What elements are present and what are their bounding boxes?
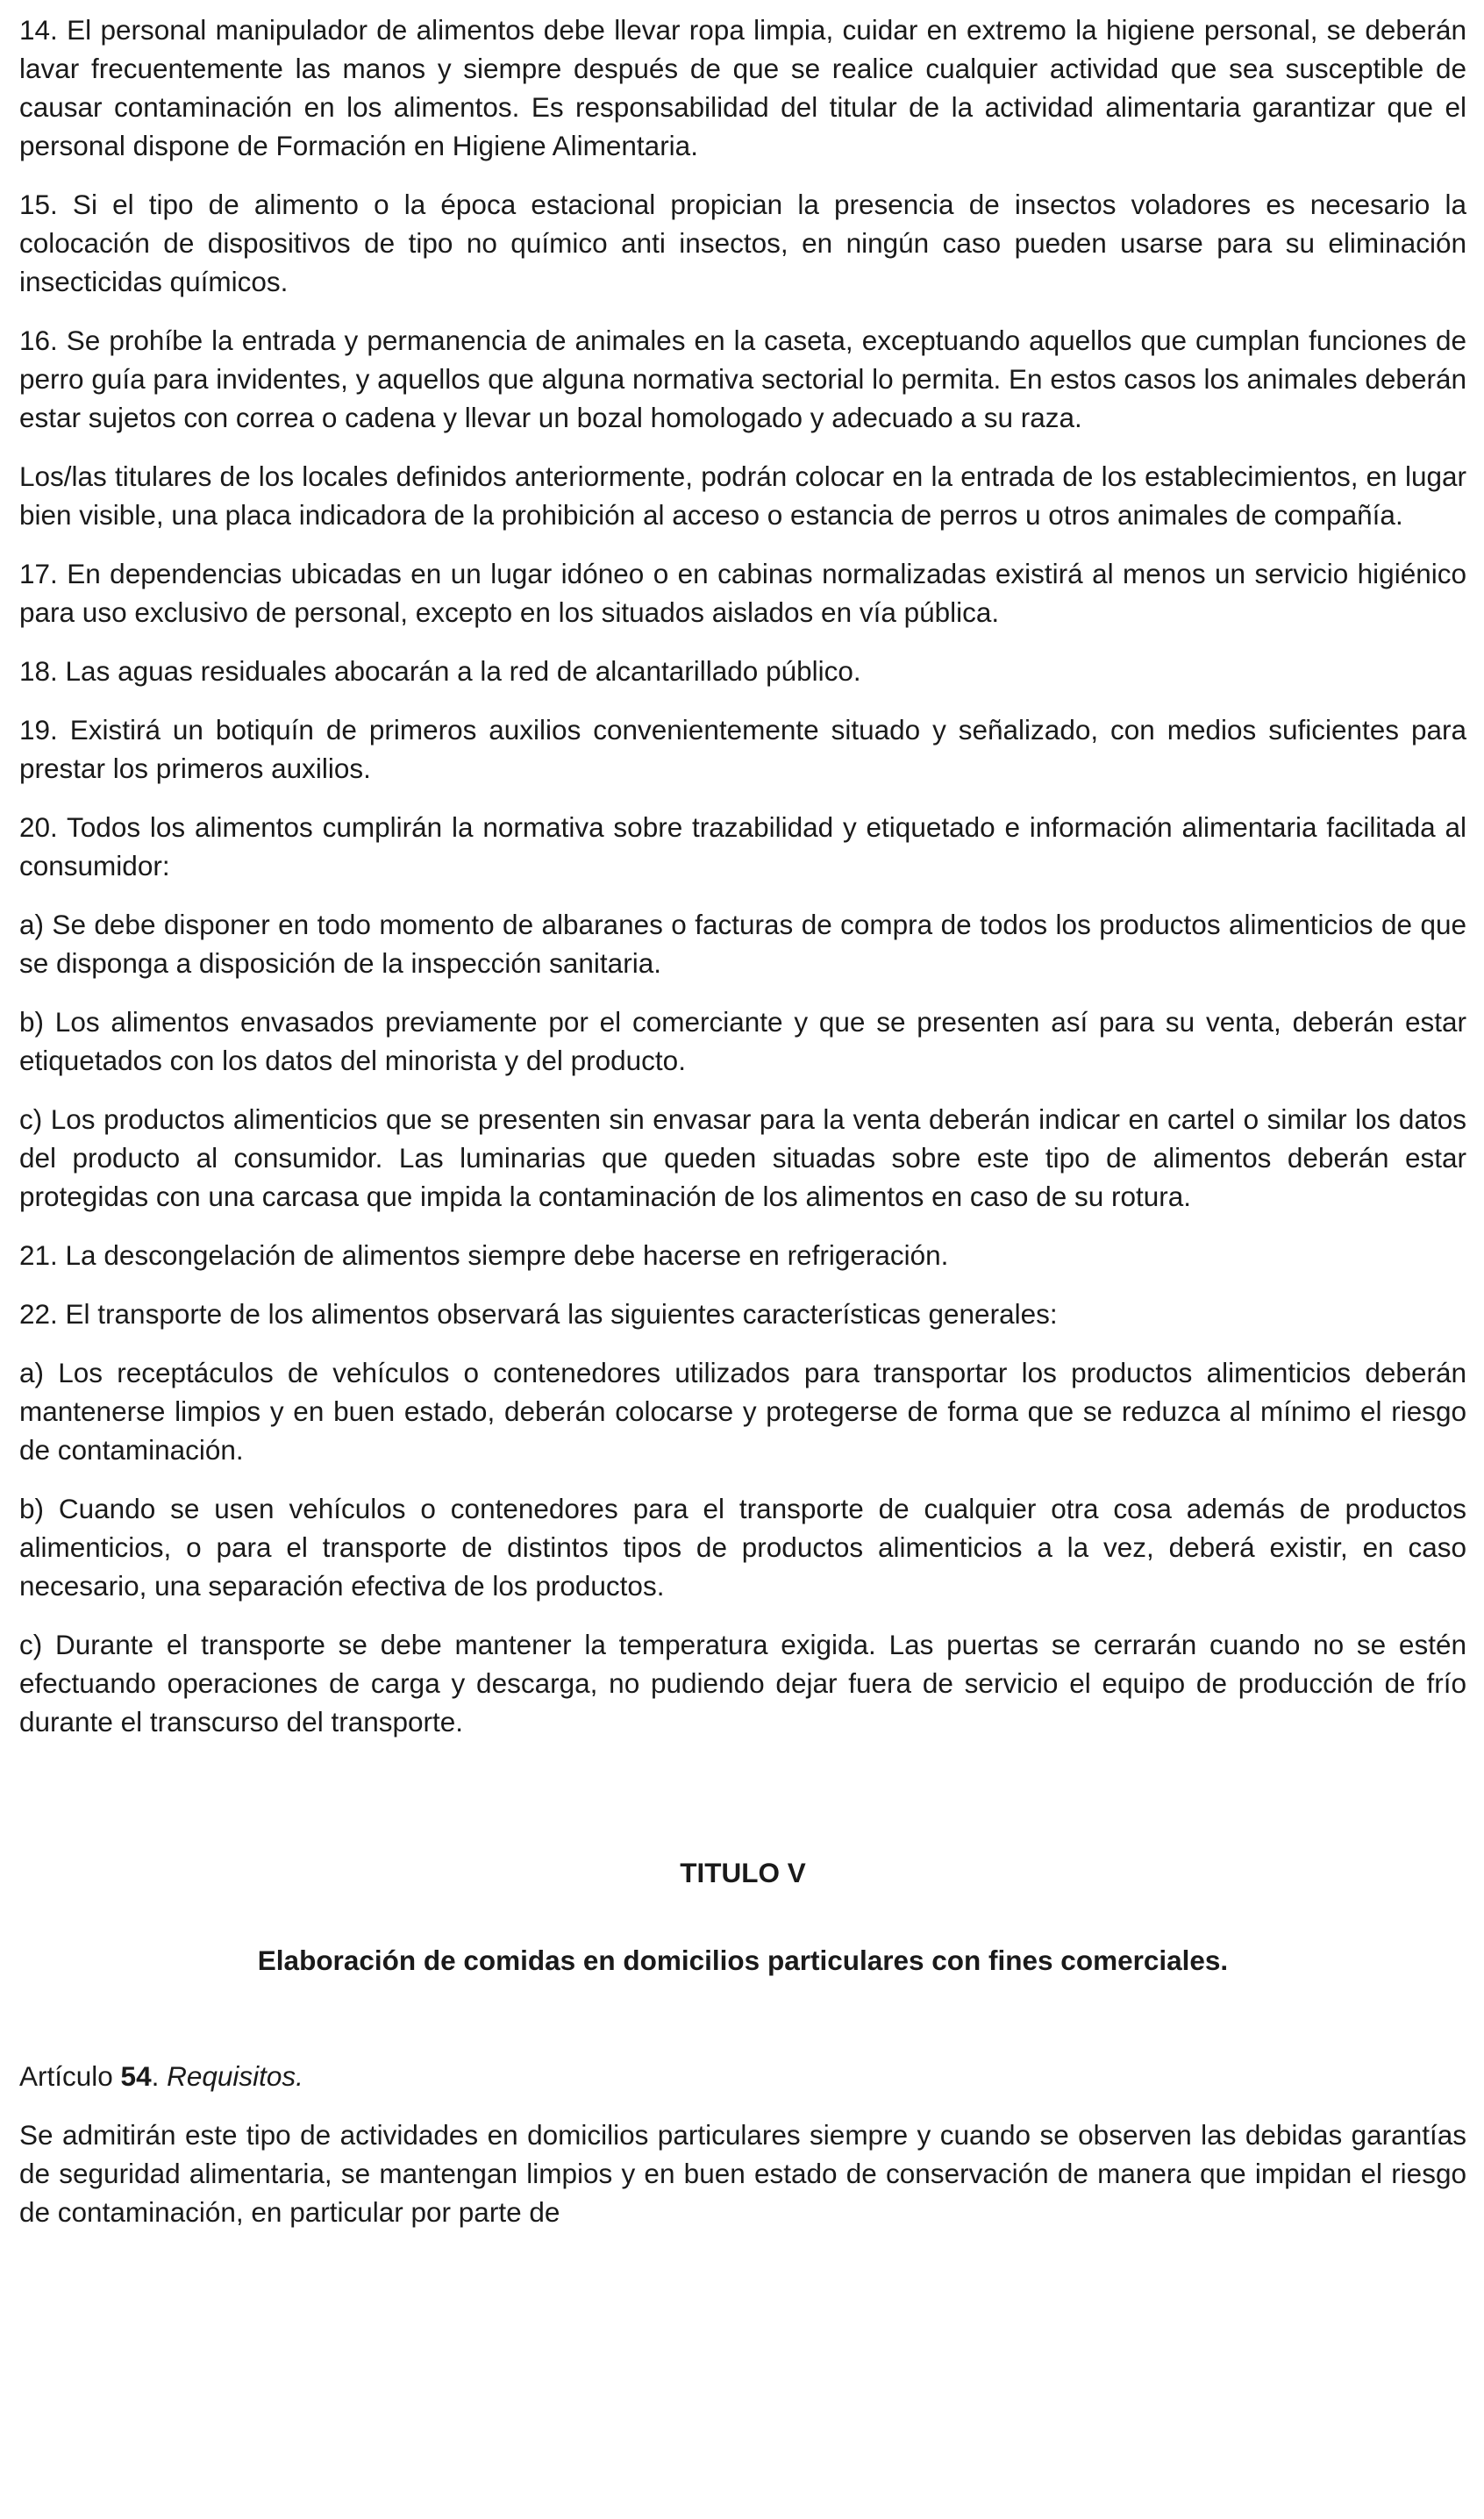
article-heading bbox=[19, 2057, 1466, 2095]
document-page bbox=[19, 11, 1466, 2251]
paragraph-19: 19. Existirá un botiquín de primeros auxilios convenientemente situado y señalizado, con medios suficientes para prestar los primeros auxilios. bbox=[19, 714, 1466, 784]
article-prefix: Artículo bbox=[19, 2060, 121, 2092]
paragraph-16-placa: Los/las titulares de los locales definidos anteriormente, podrán colocar en la entrada de los establecimientos, en lugar bien visible, una placa indicadora de la prohibición al acceso o estancia de perros u otros animales de compañía. bbox=[19, 460, 1466, 531]
article-separator: . bbox=[151, 2060, 168, 2092]
article-number: 54 bbox=[120, 2060, 152, 2092]
paragraph-14: 14. El personal manipulador de alimentos debe llevar ropa limpia, cuidar en extremo la higiene personal, se deberán lavar frecuentemente las manos y siempre después de que se realice cualquier actividad que sea susceptible de causar contaminación en los alimentos. Es responsabilidad del titular de la actividad alimentaria garantizar que el personal dispone de Formación en Higiene Alimentaria. bbox=[19, 14, 1466, 161]
paragraph-22c: c) Durante el transporte se debe mantener la temperatura exigida. Las puertas se cerrarán cuando no se estén efectuando operaciones de carga y descarga, no pudiendo dejar fuera de servicio el equipo de producción de frío durante el transcurso del transporte. bbox=[19, 1629, 1466, 1738]
paragraph-22: 22. El transporte de los alimentos observará las siguientes características generales: bbox=[19, 1298, 1058, 1330]
article-title: Requisitos. bbox=[167, 2060, 303, 2092]
section-subtitle: Elaboración de comidas en domicilios particulares con fines comerciales. bbox=[257, 1945, 1229, 1976]
paragraph-20: 20. Todos los alimentos cumplirán la normativa sobre trazabilidad y etiquetado e información alimentaria facilitada al consumidor: bbox=[19, 811, 1466, 881]
paragraph-21: 21. La descongelación de alimentos siempre debe hacerse en refrigeración. bbox=[19, 1239, 949, 1271]
paragraph-22b: b) Cuando se usen vehículos o contenedores para el transporte de cualquier otra cosa además de productos alimenticios, o para el transporte de distintos tipos de productos alimenticios a la vez, deberá existir, en caso necesario, una separación efectiva de los productos. bbox=[19, 1493, 1466, 1602]
paragraph-17: 17. En dependencias ubicadas en un lugar idóneo o en cabinas normalizadas existirá al menos un servicio higiénico para uso exclusivo de personal, excepto en los situados aislados en vía pública. bbox=[19, 558, 1466, 628]
paragraph-15: 15. Si el tipo de alimento o la época estacional propician la presencia de insectos voladores es necesario la colocación de dispositivos de tipo no químico anti insectos, en ningún caso pueden usarse para su eliminación insecticidas químicos. bbox=[19, 189, 1466, 297]
paragraph-18: 18. Las aguas residuales abocarán a la red de alcantarillado público. bbox=[19, 655, 861, 687]
paragraph-20a: a) Se debe disponer en todo momento de albaranes o facturas de compra de todos los productos alimenticios de que se disponga a disposición de la inspección sanitaria. bbox=[19, 909, 1466, 979]
article-body: Se admitirán este tipo de actividades en domicilios particulares siempre y cuando se observen las debidas garantías de seguridad alimentaria, se mantengan limpios y en buen estado de conservación de manera que impidan el riesgo de contaminación, en particular por parte de bbox=[19, 2119, 1466, 2228]
paragraph-20c: c) Los productos alimenticios que se presenten sin envasar para la venta deberán indicar en cartel o similar los datos del producto al consumidor. Las luminarias que queden situadas sobre este tipo de alimentos deberán estar protegidas con una carcasa que impida la contaminación de los alimentos en caso de su rotura. bbox=[19, 1103, 1466, 1212]
section-title: TITULO V bbox=[680, 1857, 806, 1888]
paragraph-20b: b) Los alimentos envasados previamente por el comerciante y que se presenten así para su venta, deberán estar etiquetados con los datos del minorista y del producto. bbox=[19, 1006, 1466, 1076]
paragraph-22a: a) Los receptáculos de vehículos o contenedores utilizados para transportar los productos alimenticios deberán mantenerse limpios y en buen estado, deberán colocarse y protegerse de forma que se reduzca al mínimo el riesgo de contaminación. bbox=[19, 1357, 1466, 1466]
paragraph-16: 16. Se prohíbe la entrada y permanencia de animales en la caseta, exceptuando aquellos que cumplan funciones de perro guía para invidentes, y aquellos que alguna normativa sectorial lo permita. En estos casos los animales deberán estar sujetos con correa o cadena y llevar un bozal homologado y adecuado a su raza. bbox=[19, 325, 1466, 433]
